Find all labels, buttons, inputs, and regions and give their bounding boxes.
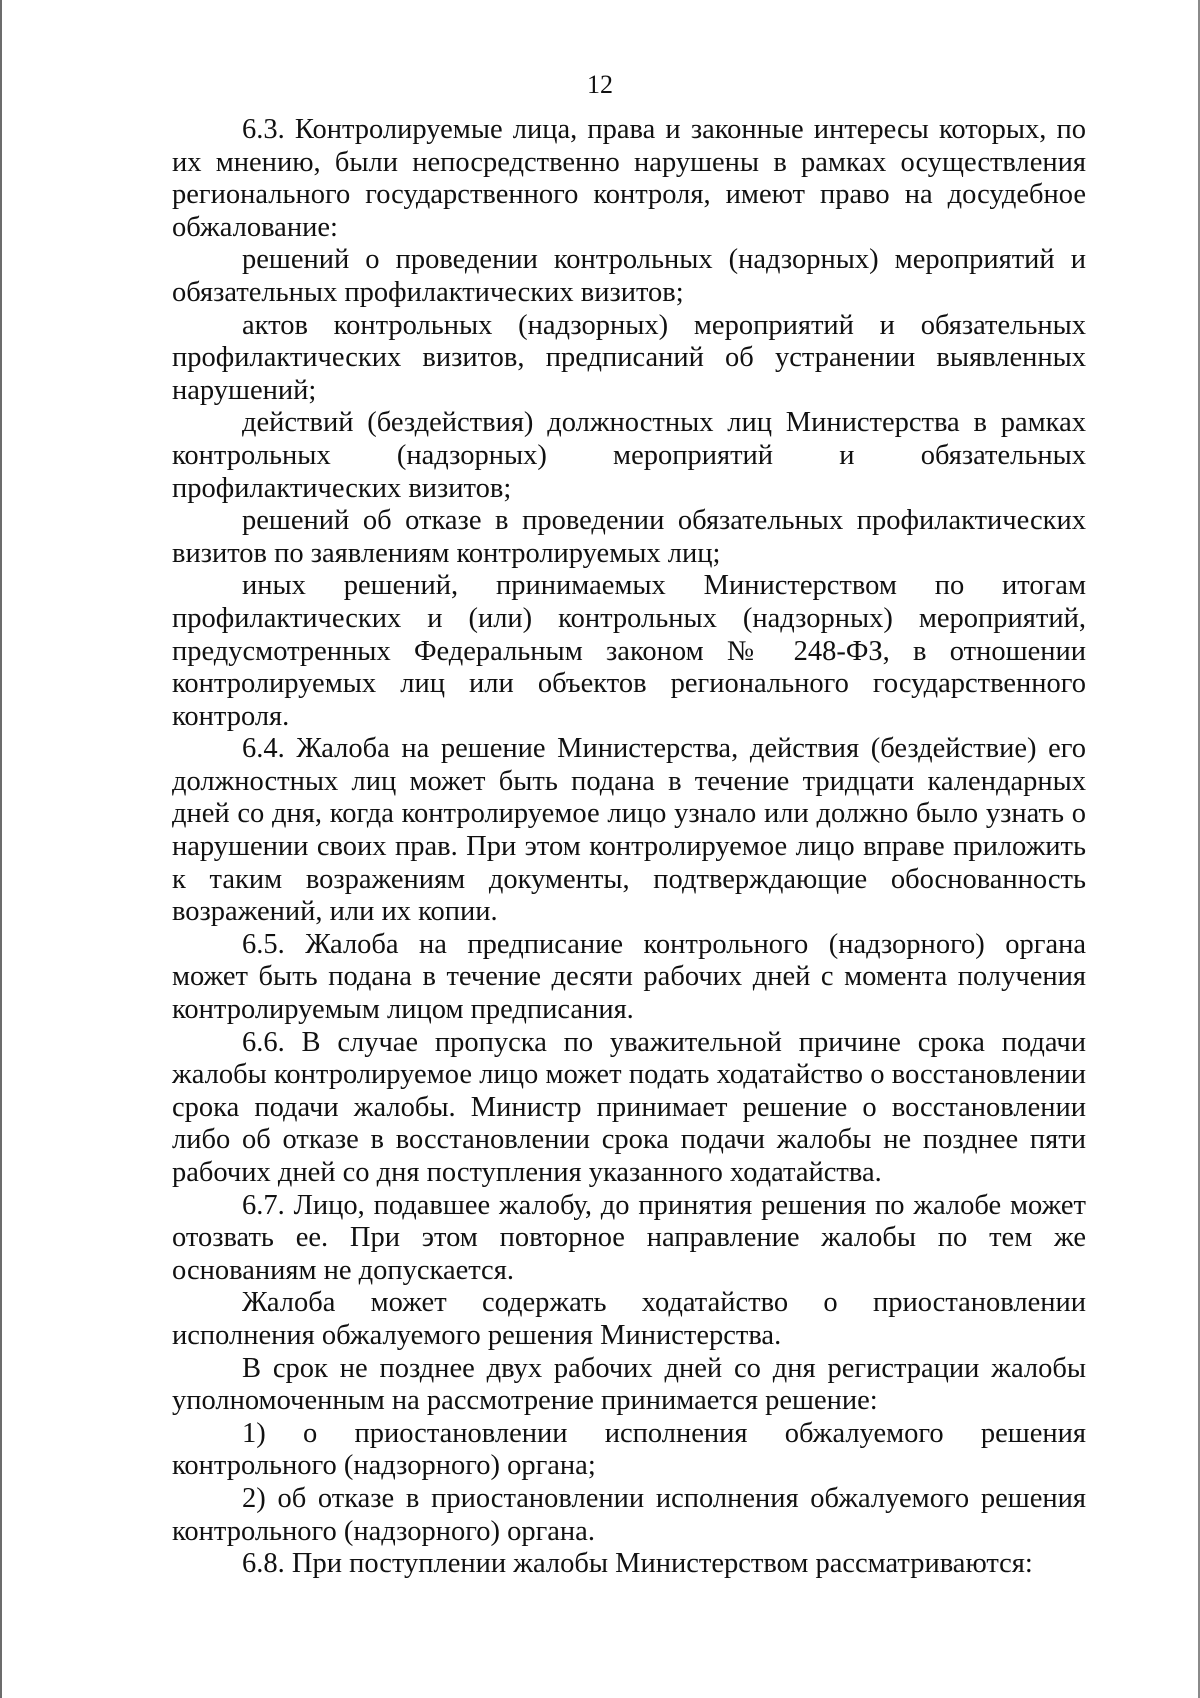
paragraph-decision-deadline: В срок не позднее двух рабочих дней со дня регистрации жалобы уполномоченным на рассмотрение принимается решение:: [172, 1352, 1086, 1417]
scan-left-edge: [0, 0, 2, 1698]
paragraph-6-3: 6.3. Контролируемые лица, права и законные интересы которых, по их мнению, были непосредственно нарушены в рамках осуществления регионального государственного контроля, имеют право на досудебное обжалование:: [172, 114, 1086, 243]
list-item-other-decisions: иных решений, принимаемых Министерством по итогам профилактических и (или) контрольных (надзорных) мероприятий, предусмотренных Федеральным законом № 248-ФЗ, в отношении контролируемых лиц или объектов регионального государственного контроля.: [172, 570, 1086, 732]
paragraph-6-6: 6.6. В случае пропуска по уважительной причине срока подачи жалобы контролируемое лицо может подать ходатайство о восстановлении срока подачи жалобы. Министр принимает решение о восстановлении либо об отказе в восстановлении срока подачи жалобы не позднее пяти рабочих дней со дня поступления указанного ходатайства.: [172, 1026, 1086, 1188]
list-item-refusal-of-suspension: 2) об отказе в приостановлении исполнения обжалуемого решения контрольного (надзорного) органа.: [172, 1482, 1086, 1547]
paragraph-6-7: 6.7. Лицо, подавшее жалобу, до принятия решения по жалобе может отозвать ее. При этом повторное направление жалобы по тем же основаниям не допускается.: [172, 1189, 1086, 1286]
paragraph-6-4: 6.4. Жалоба на решение Министерства, действия (бездействие) его должностных лиц может быть подана в течение тридцати календарных дней со дня, когда контролируемое лицо узнало или должно было узнать о нарушении своих прав. При этом контролируемое лицо вправе приложить к таким возражениям документы, подтверждающие обоснованность возражений, или их копии.: [172, 733, 1086, 928]
document-body: [172, 114, 1086, 1581]
paragraph-6-8: 6.8. При поступлении жалобы Министерством рассматриваются:: [242, 1548, 1033, 1580]
list-item-suspension: 1) о приостановлении исполнения обжалуемого решения контрольного (надзорного) органа;: [172, 1417, 1086, 1482]
list-item-actions-of-officials: действий (бездействия) должностных лиц Министерства в рамках контрольных (надзорных) мероприятий и обязательных профилактических визитов;: [172, 407, 1086, 504]
page-number: 12: [587, 70, 613, 99]
list-item-acts: актов контрольных (надзорных) мероприятий и обязательных профилактических визитов, предписаний об устранении выявленных нарушений;: [172, 309, 1086, 406]
paragraph-6-5: 6.5. Жалоба на предписание контрольного (надзорного) органа может быть подана в течение десяти рабочих дней с момента получения контролируемым лицом предписания.: [172, 928, 1086, 1026]
paragraph-suspension-petition: Жалоба может содержать ходатайство о приостановлении исполнения обжалуемого решения Министерства.: [172, 1287, 1086, 1351]
list-item-decisions-on-conducting: решений о проведении контрольных (надзорных) мероприятий и обязательных профилактических визитов;: [172, 244, 1086, 308]
list-item-refusal-decisions: решений об отказе в проведении обязательных профилактических визитов по заявлениям контролируемых лиц;: [172, 505, 1086, 569]
